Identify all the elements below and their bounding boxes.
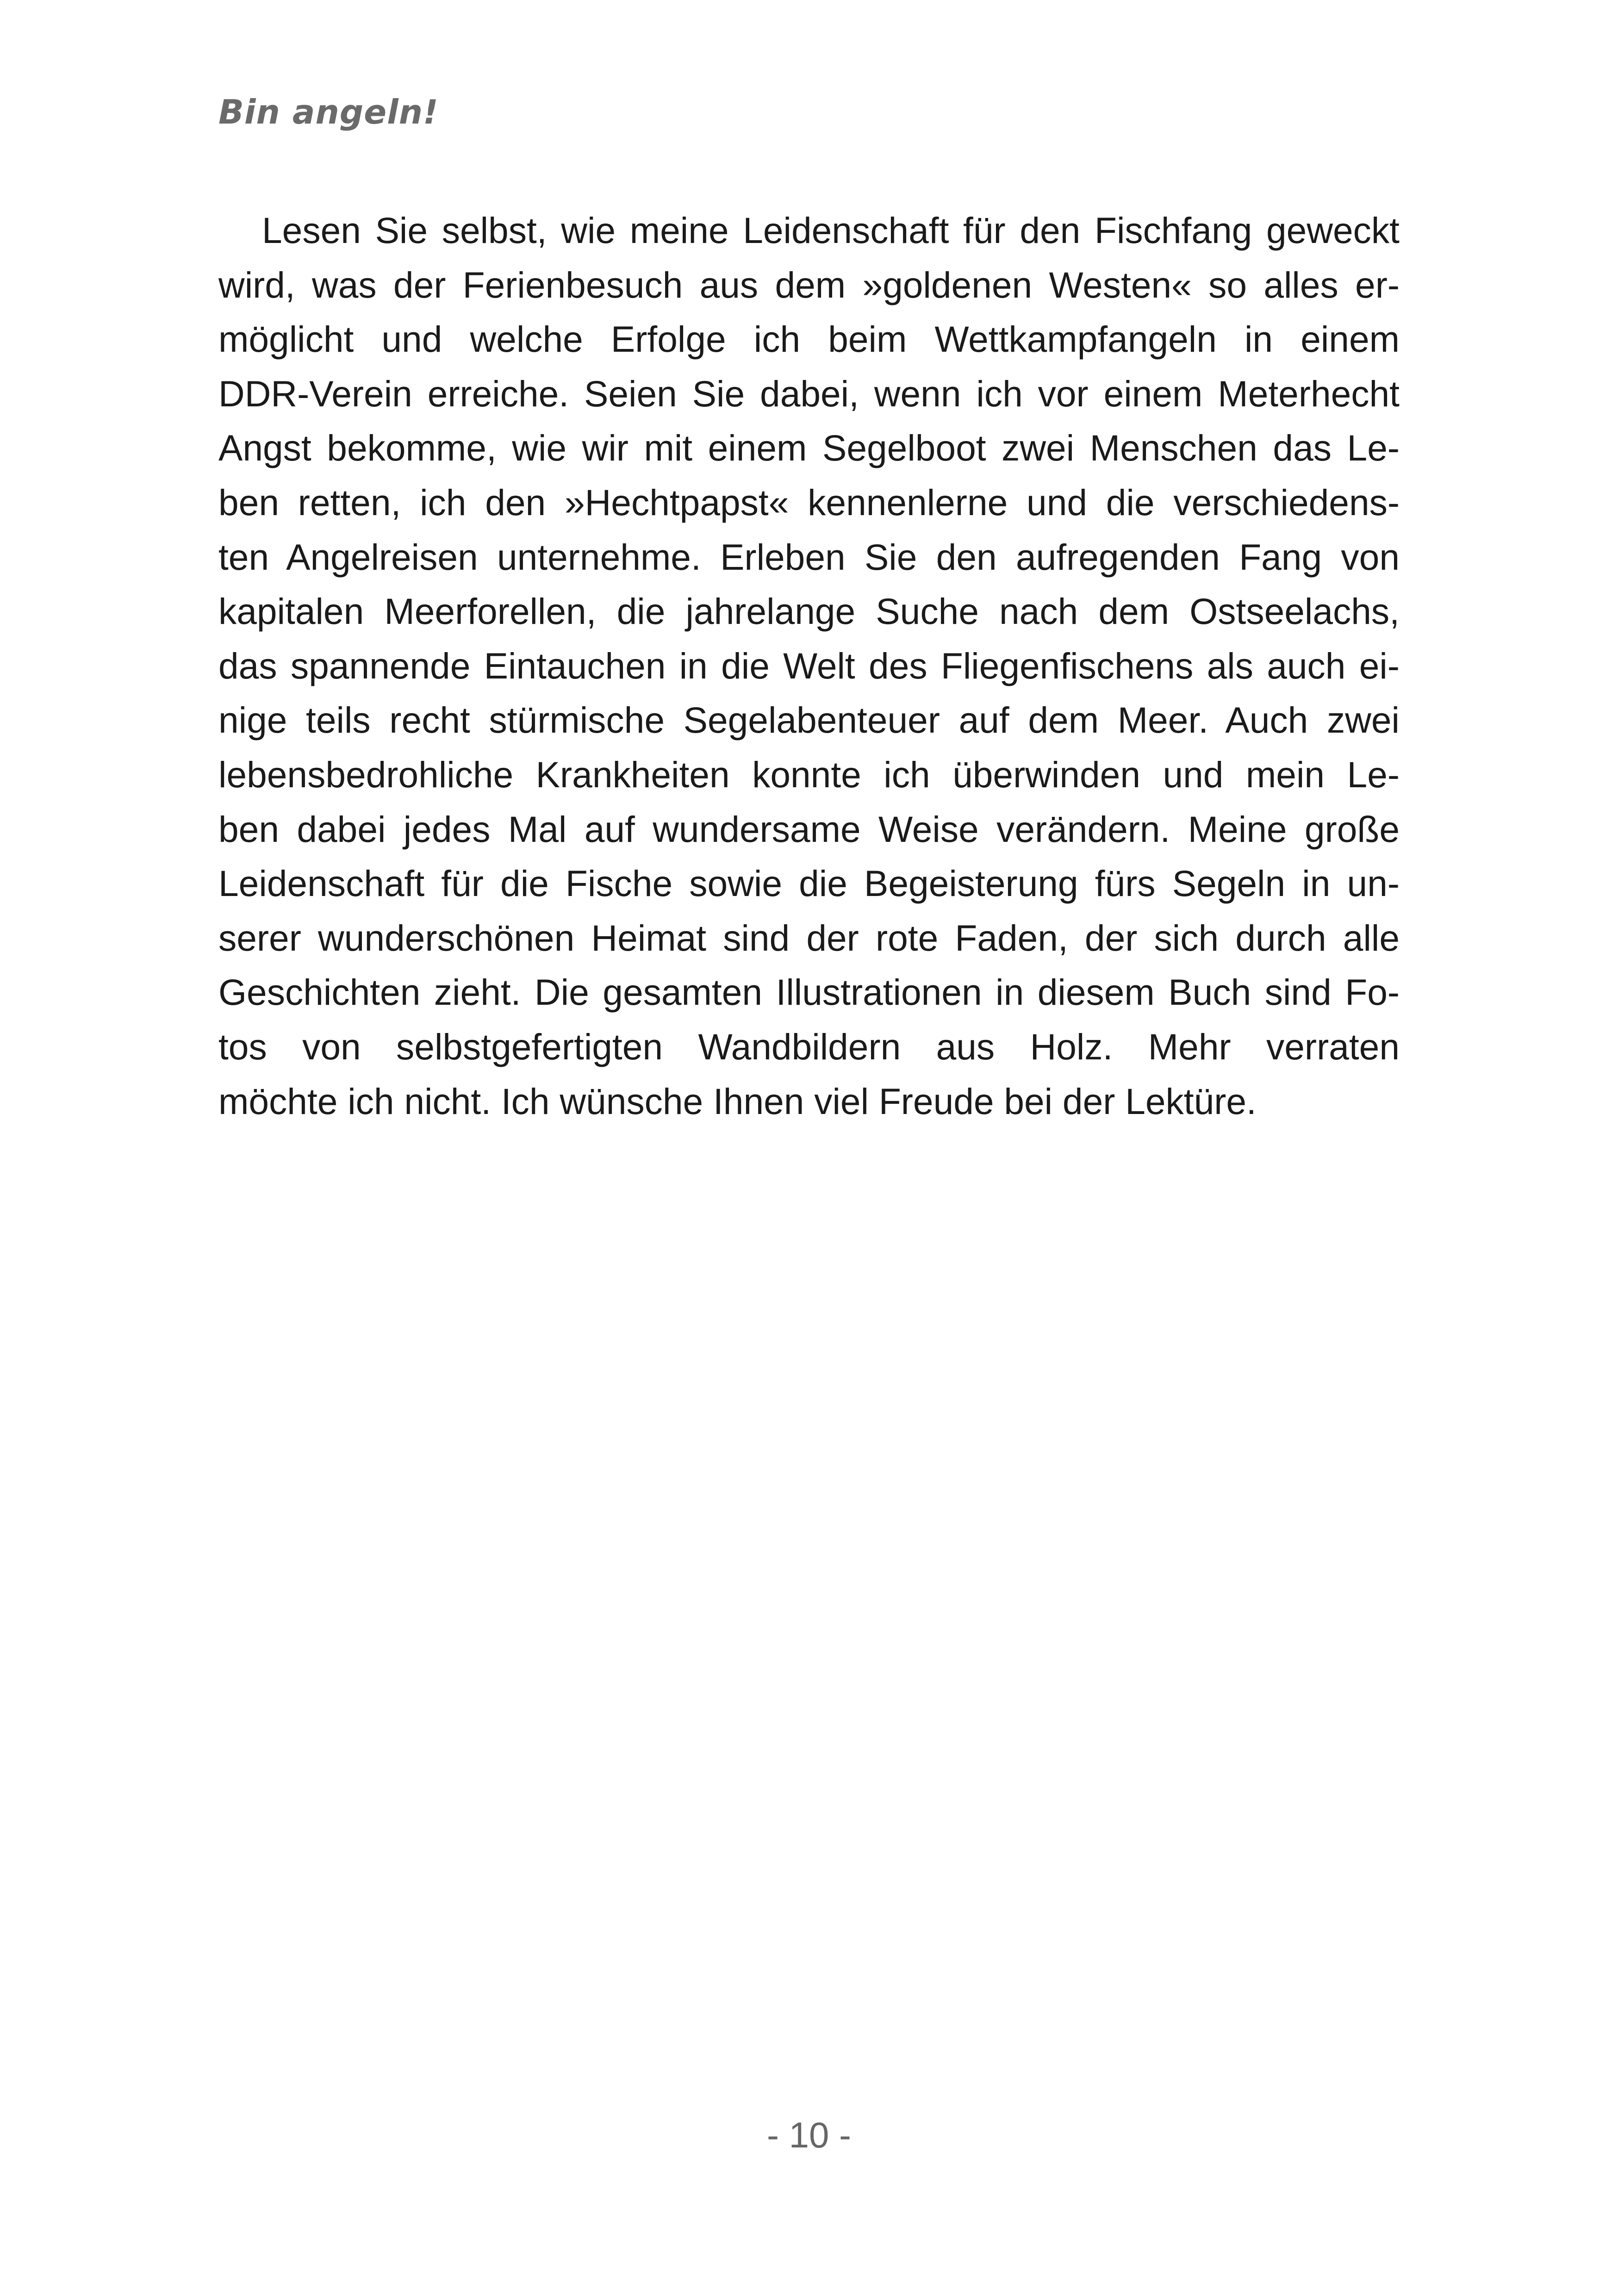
paragraph-line: tos von selbstgefertigten Wandbildern aus Holz. Mehr verraten (218, 1026, 1400, 1067)
paragraph-line: ben retten, ich den »Hechtpapst« kennenlerne und die verschiedens- (218, 482, 1400, 523)
paragraph-line: wird, was der Ferienbesuch aus dem »goldenen Westen« so alles er- (218, 264, 1400, 305)
paragraph-line: das spannende Eintauchen in die Welt des Fliegenfischens als auch ei- (218, 645, 1400, 686)
paragraph-line: möchte ich nicht. Ich wünsche Ihnen viel Freude bei der Lektüre. (218, 1081, 1257, 1122)
paragraph-line: möglicht und welche Erfolge ich beim Wettkampfangeln in einem (218, 319, 1400, 360)
paragraph-line: Lesen Sie selbst, wie meine Leidenschaft für den Fischfang geweckt (262, 210, 1400, 251)
paragraph-line: ten Angelreisen unternehme. Erleben Sie den aufregenden Fang von (218, 536, 1400, 578)
body-paragraph (218, 204, 1400, 1129)
paragraph-line: Geschichten zieht. Die gesamten Illustrationen in diesem Buch sind Fo- (218, 972, 1400, 1013)
paragraph-line: Angst bekomme, wie wir mit einem Segelboot zwei Menschen das Le- (218, 428, 1400, 469)
paragraph-line: Leidenschaft für die Fische sowie die Begeisterung fürs Segeln in un- (218, 863, 1400, 904)
paragraph-line: serer wunderschönen Heimat sind der rote Faden, der sich durch alle (218, 917, 1400, 958)
paragraph-line: kapitalen Meerforellen, die jahrelange Suche nach dem Ostseelachs, (218, 591, 1400, 632)
page-number: - 10 - (766, 2115, 852, 2155)
paragraph-line: ben dabei jedes Mal auf wundersame Weise verändern. Meine große (218, 809, 1400, 850)
paragraph-line: lebensbedrohliche Krankheiten konnte ich überwinden und mein Le- (218, 754, 1400, 795)
paragraph-line: DDR-Verein erreiche. Seien Sie dabei, wenn ich vor einem Meterhecht (218, 373, 1400, 414)
running-head-title: Bin angeln! (218, 93, 439, 131)
paragraph-line: nige teils recht stürmische Segelabenteuer auf dem Meer. Auch zwei (218, 700, 1400, 741)
